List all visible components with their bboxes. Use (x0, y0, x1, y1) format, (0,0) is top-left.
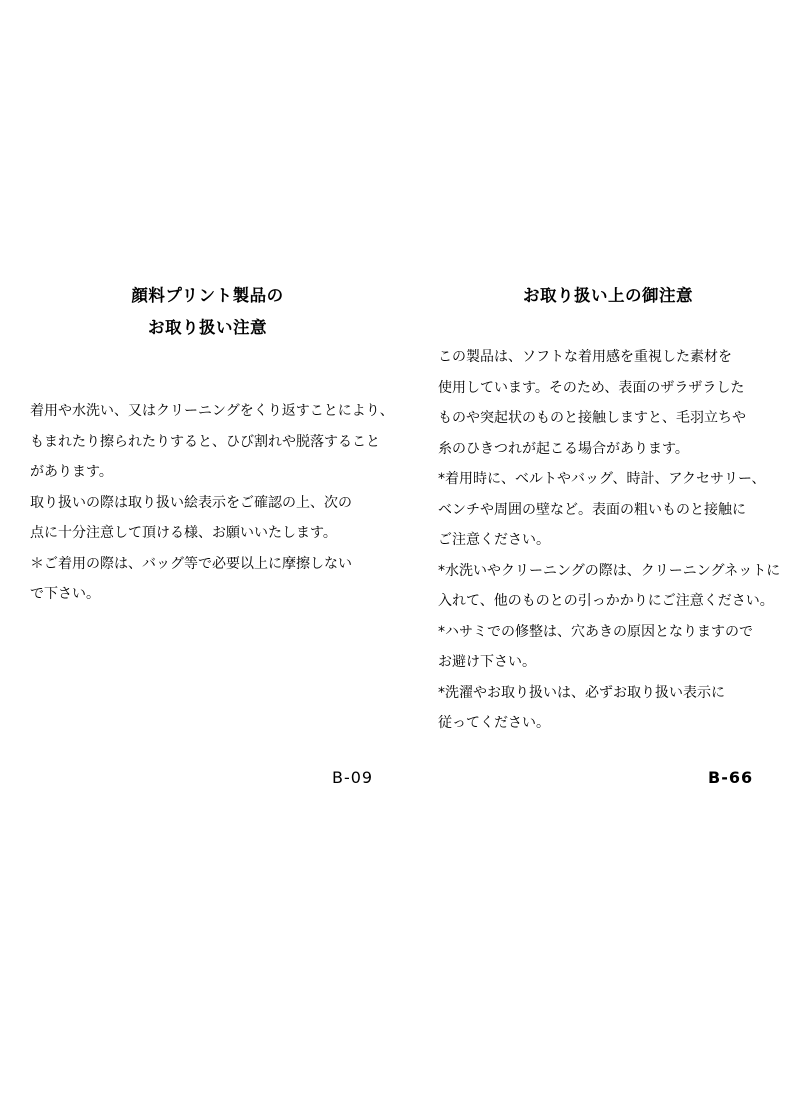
right-body-line: *水洗いやクリーニングの際は、クリーニングネットに (438, 562, 781, 579)
right-body-line: ものや突起状のものと接触しますと、毛羽立ちや (438, 410, 746, 426)
left-body-line: ＊ご着用の際は、バッグ等で必要以上に摩擦しない (30, 555, 352, 572)
right-card-code: B-66 (708, 768, 754, 787)
left-card-title-line-2: お取り扱い注意 (148, 318, 267, 337)
right-body-line: *着用時に、ベルトやバッグ、時計、アクセサリー、 (438, 471, 766, 487)
right-body-line: *洗濯やお取り扱いは、必ずお取り扱い表示に (438, 684, 725, 701)
left-body-line: 着用や水洗い、又はクリーニングをくり返すことにより、 (30, 403, 394, 419)
right-card-body (438, 342, 781, 739)
right-care-card (438, 280, 781, 739)
left-card-title-line-1: 顔料プリント製品の (131, 286, 284, 305)
right-body-line: この製品は、ソフトな着用感を重視した素材を (438, 349, 732, 365)
left-body-line: 取り扱いの際は取り扱い絵表示をご確認の上、次の (30, 494, 352, 511)
left-body-line: 点に十分注意して頂ける様、お願いいたします。 (30, 525, 337, 541)
right-body-line: 従ってください。 (438, 715, 550, 731)
left-body-line: があります。 (30, 464, 113, 480)
right-body-line: お避け下さい。 (438, 654, 536, 670)
right-body-line: 使用しています。そのため、表面のザラザラした (438, 379, 745, 396)
right-body-line: ご注意ください。 (438, 532, 550, 548)
left-body-line: で下さい。 (30, 586, 100, 602)
left-card-title (30, 280, 385, 344)
right-body-line: 糸のひきつれが起こる場合があります。 (438, 440, 689, 457)
left-body-line: もまれたり擦られたりすると、ひび割れや脱落すること (30, 433, 380, 450)
left-card-code: B-09 (332, 768, 374, 787)
left-card-body (30, 396, 394, 610)
right-body-line: 入れて、他のものとの引っかかりにご注意ください。 (438, 593, 774, 609)
right-body-line: ベンチや周囲の壁など。表面の粗いものと接触に (438, 501, 746, 518)
right-body-line: *ハサミでの修整は、穴あきの原因となりますので (438, 623, 753, 640)
left-care-card (30, 280, 394, 610)
right-card-title: お取り扱い上の御注意 (523, 286, 693, 305)
